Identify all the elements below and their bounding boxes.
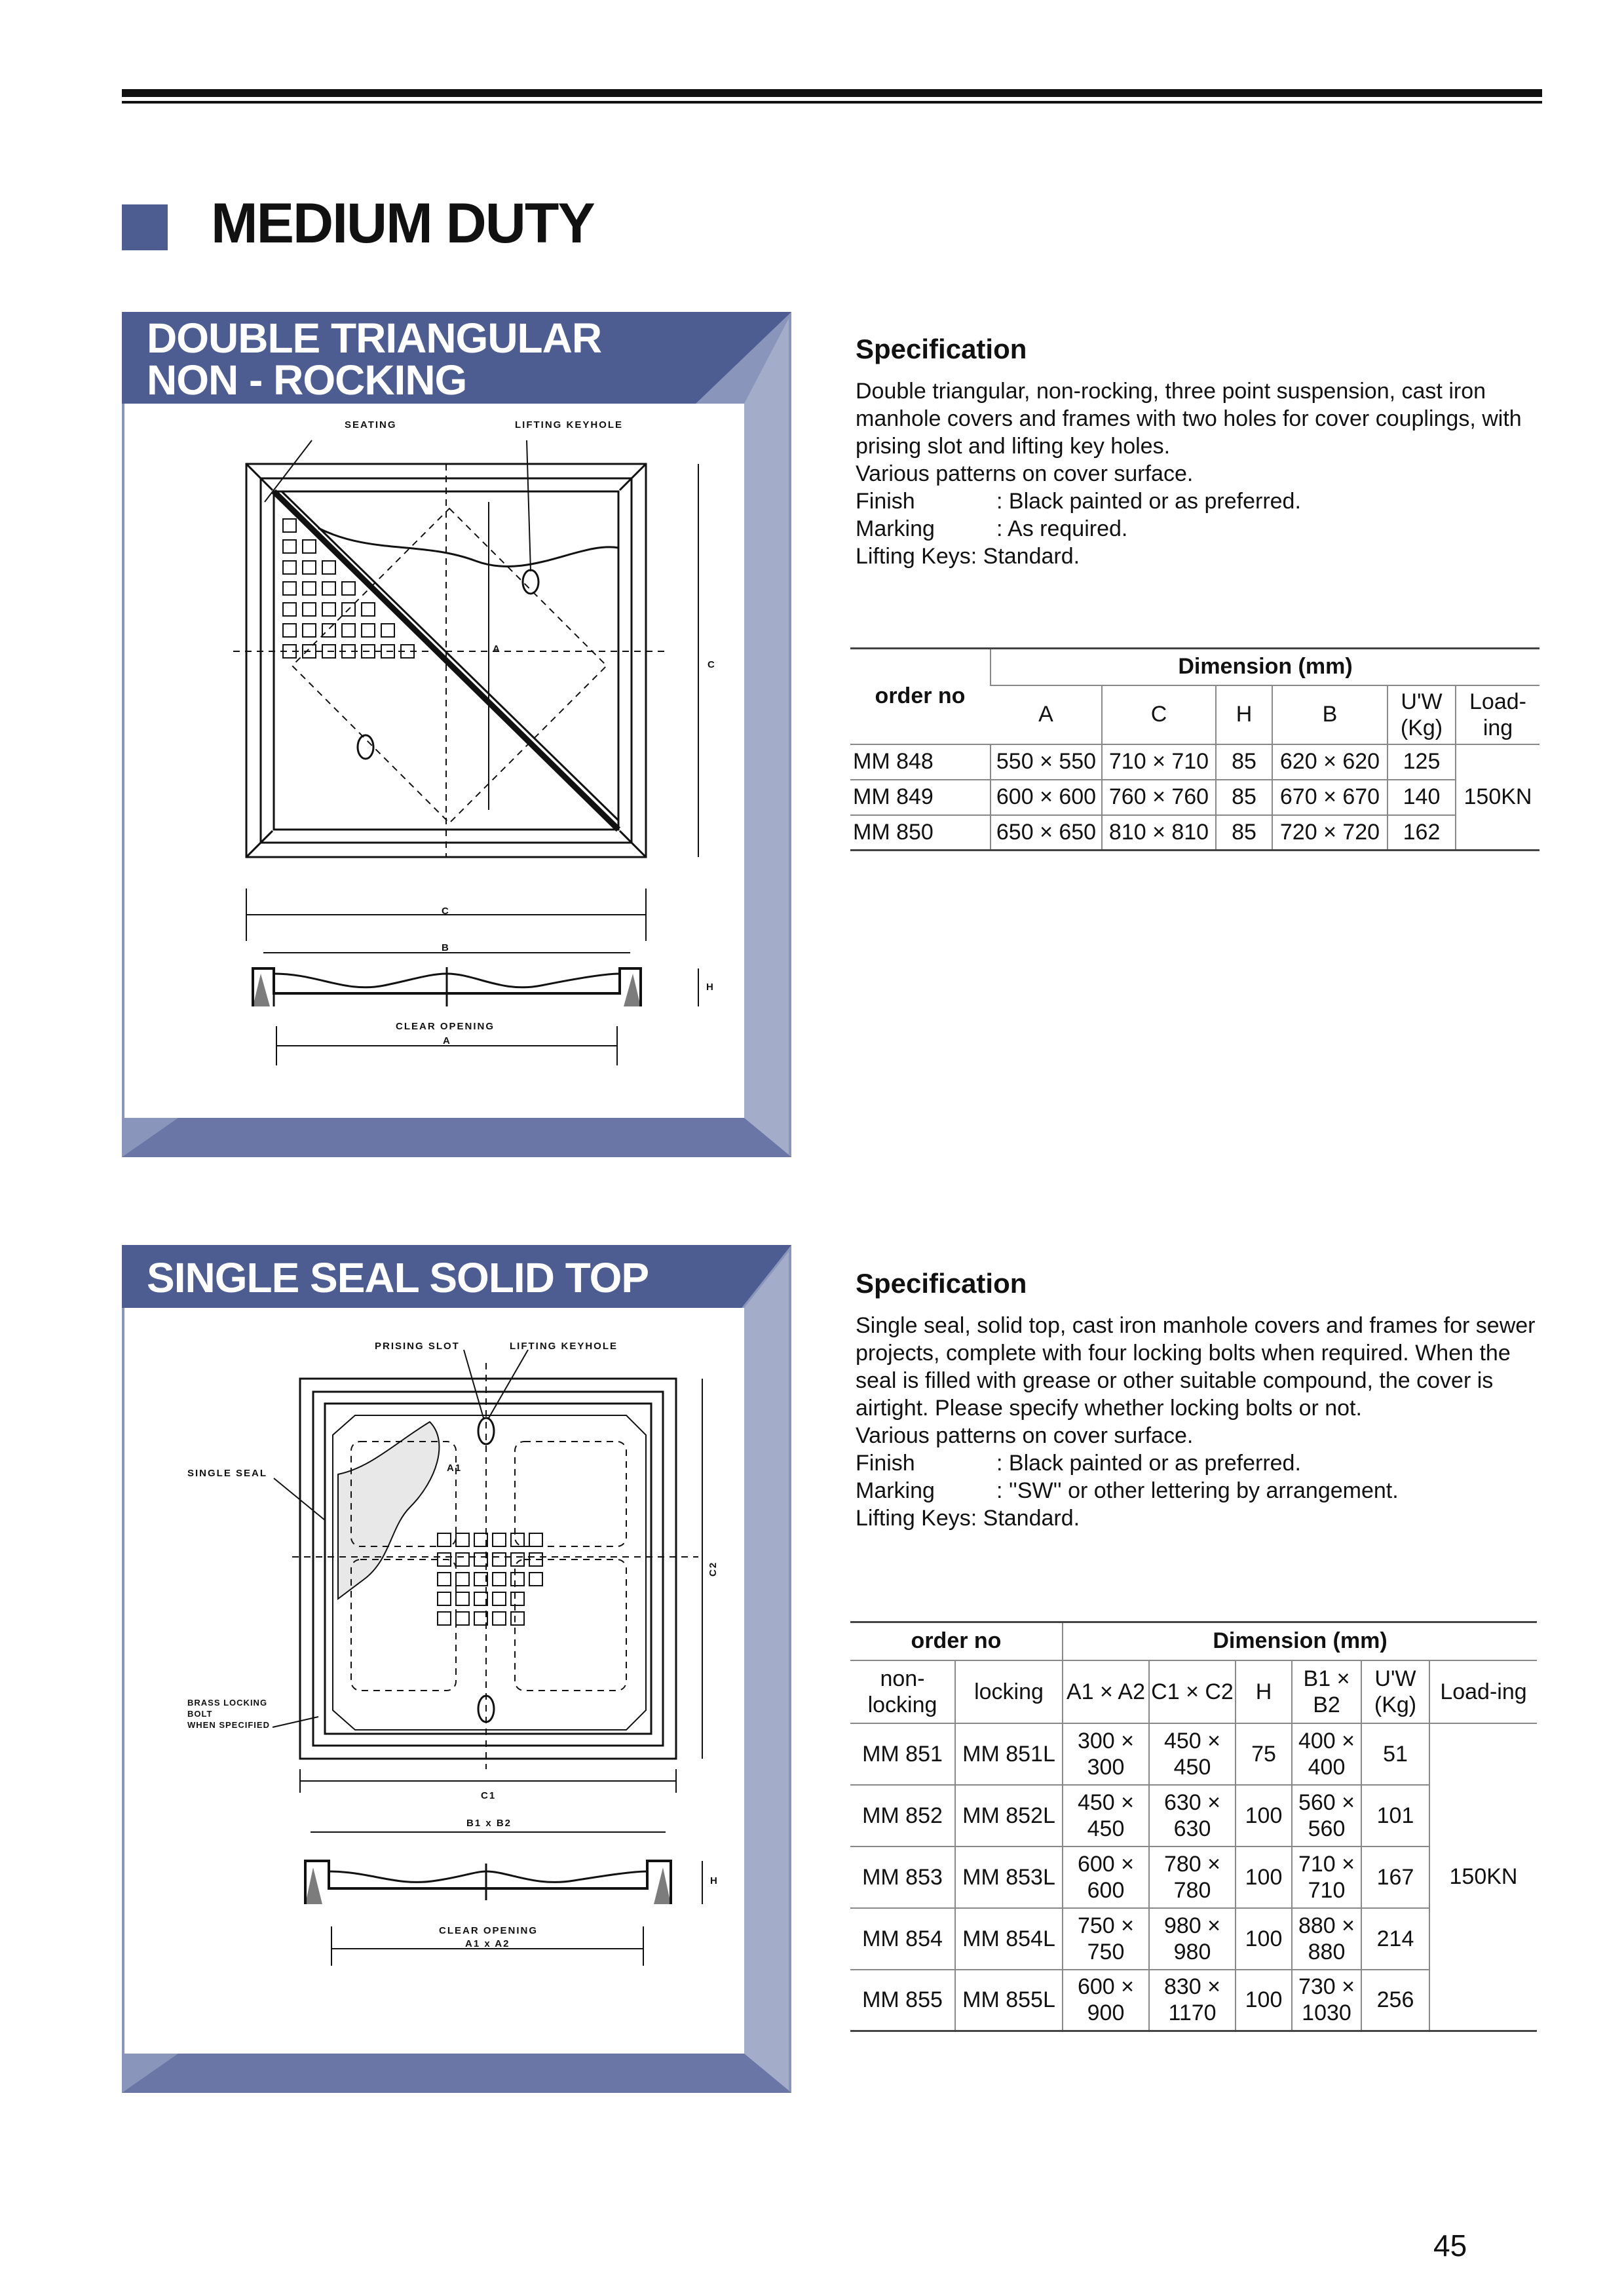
order-nonlocking: MM 852 [850,1785,955,1846]
cell-a: 600 × 600 [991,780,1102,815]
label-lifting-keyhole: LIFTING KEYHOLE [510,1341,618,1352]
marking-value: : As required. [996,516,1128,542]
label-dim-c: C [708,659,716,670]
cell-a: 750 × 750 [1063,1908,1149,1970]
cell-h: 85 [1216,780,1272,815]
product1-spec-patterns: Various patterns on cover surface. [856,461,1194,487]
cell-c: 810 × 810 [1102,815,1216,851]
cell-loading: 150KN [1429,1723,1537,2031]
section-marker [122,204,168,250]
product1-spec [856,333,1537,570]
cell-a: 650 × 650 [991,815,1102,851]
order-locking: MM 853L [955,1846,1063,1908]
col-header-uw: U'W (Kg) [1388,685,1456,744]
cell-uw: 125 [1388,744,1456,780]
order-no-header: order no [850,1622,1063,1660]
col-header-locking: locking [955,1660,1063,1723]
order-no: MM 849 [850,780,991,815]
product1-dimension-table [850,647,1539,851]
cell-c: 980 × 980 [1149,1908,1236,1970]
cell-c: 710 × 710 [1102,744,1216,780]
page-number: 45 [1433,2229,1467,2263]
marking-value: : ''SW'' or other lettering by arrangement. [996,1478,1399,1504]
marking-label: Marking [856,516,935,542]
col-header-a: A [1038,702,1053,727]
label-dim-b: B [442,942,450,953]
product1-title: DOUBLE TRIANGULAR NON - ROCKING [147,315,602,404]
cell-b: 880 × 880 [1292,1908,1361,1970]
cell-uw: 51 [1361,1723,1429,1785]
label-prising-slot: PRISING SLOT [375,1341,460,1352]
label-dim-a: A [493,643,501,655]
section-title: MEDIUM DUTY [211,192,594,255]
col-header-b: B [1272,685,1388,744]
col-header-a: A1 × A2 [1063,1660,1149,1723]
col-header-loading: Load-ing [1429,1660,1537,1723]
label-dim-c2: C2 [708,1561,719,1577]
order-nonlocking: MM 853 [850,1846,955,1908]
label-dim-c-bottom: C [442,906,450,917]
cell-uw: 162 [1388,815,1456,851]
product2-drawing [122,1245,791,2093]
cell-b: 400 × 400 [1292,1723,1361,1785]
cell-a: 450 × 450 [1063,1785,1149,1846]
cell-a: 600 × 900 [1063,1970,1149,2031]
order-nonlocking: MM 851 [850,1723,955,1785]
dimension-header: Dimension (mm) [991,649,1539,685]
finish-label: Finish [856,1451,915,1476]
label-single-seal: SINGLE SEAL [187,1468,268,1479]
label-clear-opening-dim: A [443,1035,451,1046]
cell-h: 100 [1236,1846,1292,1908]
product2-title: SINGLE SEAL SOLID TOP [147,1254,649,1301]
order-nonlocking: MM 854 [850,1908,955,1970]
cell-h: 100 [1236,1970,1292,2031]
cell-h: 85 [1216,744,1272,780]
finish-value: : Black painted or as preferred. [996,489,1301,514]
cell-b: 620 × 620 [1272,744,1388,780]
cell-c: 780 × 780 [1149,1846,1236,1908]
product1-marking [856,515,1537,543]
top-rule-thin [122,101,1542,104]
col-header-b: B1 × B2 [1292,1660,1361,1723]
product1-spec-text: Double triangular, non-rocking, three point suspension, cast iron manhole covers and frames with two holes for cover couplings, with prising slot and lifting key holes. [856,379,1522,459]
cell-h: 100 [1236,1908,1292,1970]
finish-label: Finish [856,489,915,514]
cell-uw: 167 [1361,1846,1429,1908]
cell-h: 100 [1236,1785,1292,1846]
product1-spec-heading: Specification [856,334,1027,364]
col-header-h: H [1236,1660,1292,1723]
cell-b: 720 × 720 [1272,815,1388,851]
marking-label: Marking [856,1478,935,1504]
product2-spec-heading: Specification [856,1268,1027,1299]
product1-drawing-panel [122,312,791,1157]
finish-value: : Black painted or as preferred. [996,1451,1301,1476]
dimension-header: Dimension (mm) [1063,1622,1537,1660]
label-clear-opening-dim: A1 x A2 [465,1938,510,1949]
col-header-loading: Load-ing [1456,685,1539,744]
label-dim-h: H [710,1875,719,1886]
order-locking: MM 851L [955,1723,1063,1785]
cell-c: 630 × 630 [1149,1785,1236,1846]
order-no: MM 848 [850,744,991,780]
cell-b: 730 × 1030 [1292,1970,1361,2031]
product2-spec-text: Single seal, solid top, cast iron manhole covers and frames for sewer projects, complete with four locking bolts when required. When the seal is filled with grease or other suitable compound, the cover is airtight. Please specify whether locking bolts or not. [856,1313,1536,1421]
order-locking: MM 855L [955,1970,1063,2031]
product2-marking [856,1477,1537,1504]
product2-spec-patterns: Various patterns on cover surface. [856,1423,1194,1449]
product2-spec [856,1267,1537,1532]
col-header-h: H [1216,685,1272,744]
cell-h: 85 [1216,815,1272,851]
cell-c: 450 × 450 [1149,1723,1236,1785]
product1-finish [856,488,1537,515]
product2-lifting-keys: Lifting Keys: Standard. [856,1506,1080,1531]
label-dim-c1: C1 [481,1790,497,1801]
cell-uw: 256 [1361,1970,1429,2031]
cell-a: 600 × 600 [1063,1846,1149,1908]
product2-finish [856,1449,1537,1477]
order-no-header: order no [875,683,966,709]
order-no: MM 850 [850,815,991,851]
order-locking: MM 854L [955,1908,1063,1970]
label-dim-a1: A1 [447,1463,463,1474]
order-locking: MM 852L [955,1785,1063,1846]
cell-uw: 140 [1388,780,1456,815]
table-row [850,780,1539,815]
col-header-nonlocking: non-locking [867,1666,937,1717]
label-dim-h: H [706,982,715,993]
table-row [850,1723,1537,1785]
label-seating: SEATING [345,419,397,430]
cell-loading: 150KN [1456,744,1539,851]
cell-a: 300 × 300 [1063,1723,1149,1785]
label-lifting-keyhole: LIFTING KEYHOLE [515,419,623,430]
cell-c: 760 × 760 [1102,780,1216,815]
order-nonlocking: MM 855 [850,1970,955,2031]
cell-b: 560 × 560 [1292,1785,1361,1846]
cell-uw: 101 [1361,1785,1429,1846]
table-row [850,744,1539,780]
label-clear-opening: CLEAR OPENING [439,1925,538,1936]
cell-a: 550 × 550 [991,744,1102,780]
label-brass-bolt: BRASS LOCKING BOLT WHEN SPECIFIED [187,1698,270,1730]
label-dim-b: B1 x B2 [466,1818,512,1829]
label-clear-opening: CLEAR OPENING [396,1021,495,1032]
col-header-uw: U'W (Kg) [1361,1660,1429,1723]
cell-c: 830 × 1170 [1149,1970,1236,2031]
product1-lifting-keys: Lifting Keys: Standard. [856,544,1080,569]
top-rule-thick [122,89,1542,97]
col-header-c: C [1102,685,1216,744]
cell-b: 670 × 670 [1272,780,1388,815]
product2-dimension-table [850,1621,1537,2032]
cell-h: 75 [1236,1723,1292,1785]
cell-b: 710 × 710 [1292,1846,1361,1908]
cell-uw: 214 [1361,1908,1429,1970]
product2-drawing-panel [122,1245,791,2093]
table-row [850,815,1539,851]
col-header-c: C1 × C2 [1149,1660,1236,1723]
